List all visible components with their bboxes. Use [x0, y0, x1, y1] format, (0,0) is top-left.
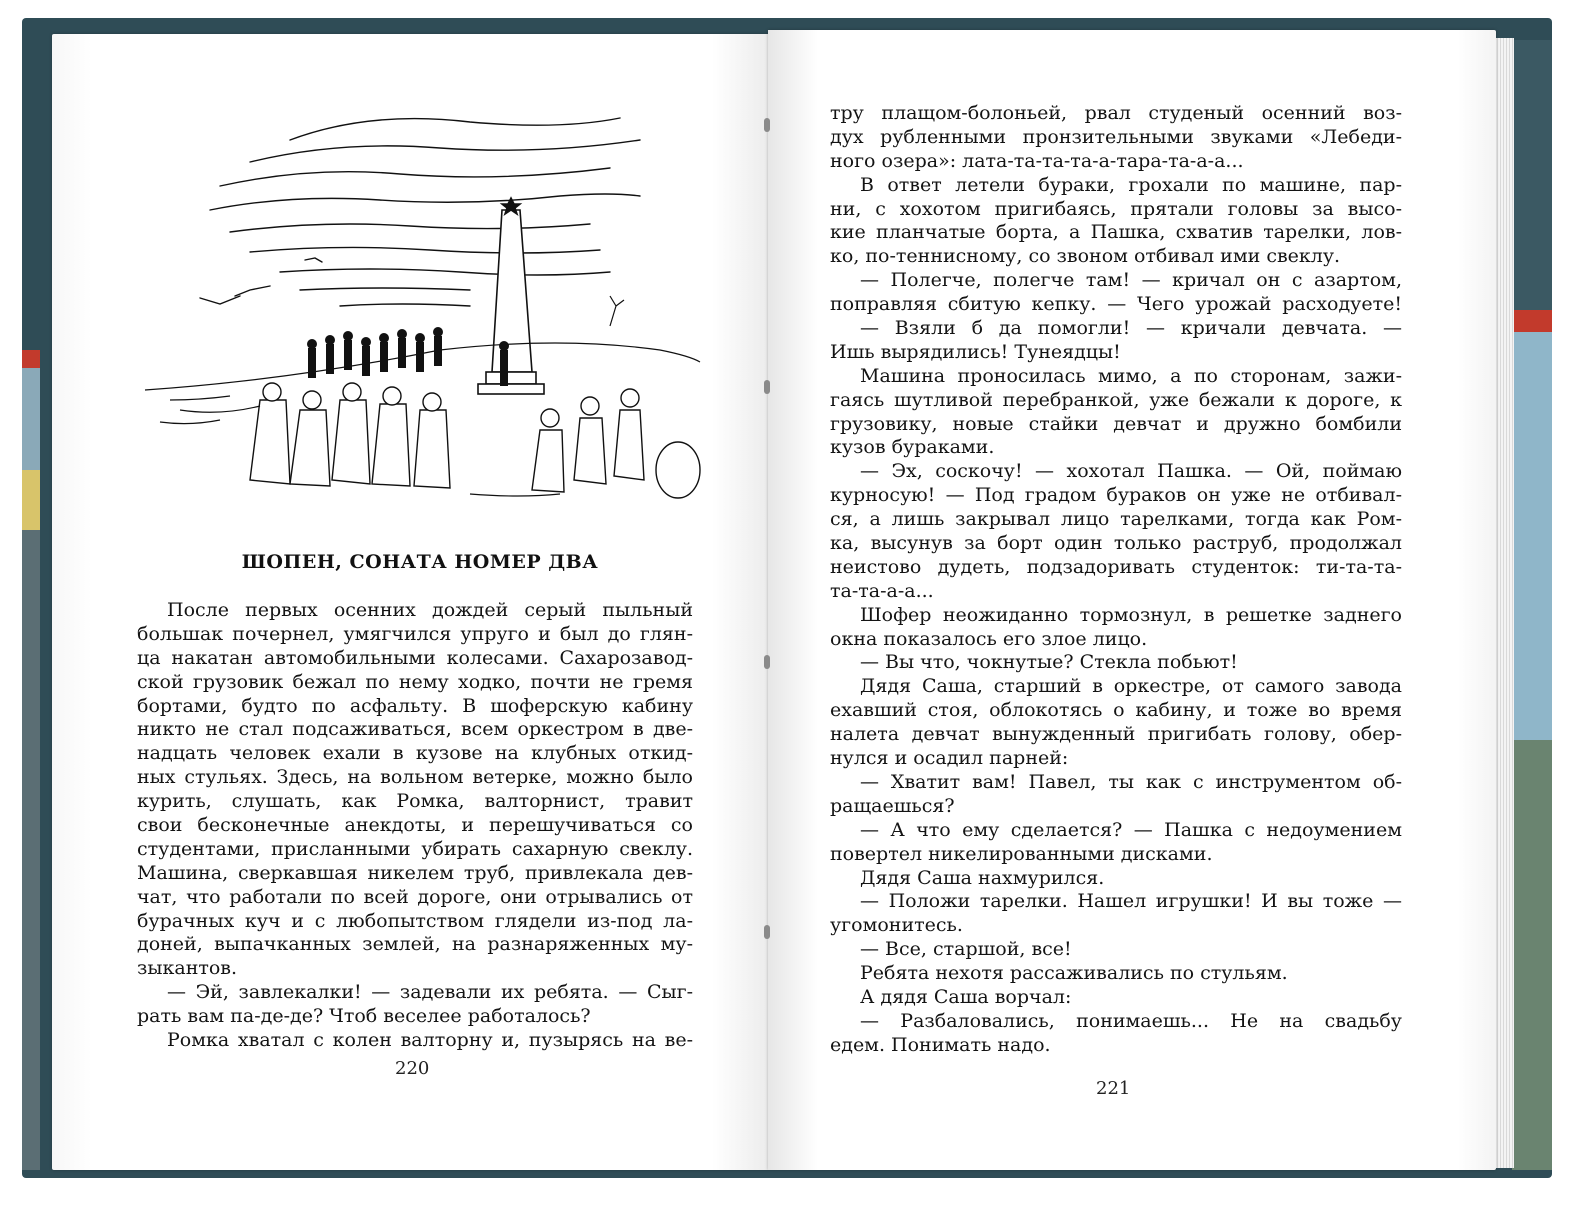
- text-line: зыкантов.: [137, 957, 238, 980]
- text-line: курносую! — Под градом бураков он уже не отбивал-: [830, 484, 1402, 507]
- text-line: — Полегче, полегче там! — кричал он с азартом,: [860, 269, 1402, 292]
- text-line: никто не стал подсаживаться, всем оркестром в две-: [137, 718, 693, 741]
- monument-crowd-orchestra-sketch-icon: [140, 100, 710, 520]
- text-line: окна показалось его злое лицо.: [830, 627, 1148, 650]
- binding-stitch: [764, 118, 770, 132]
- text-line: большак почернел, умягчился упруго и был до глян-: [137, 622, 693, 645]
- text-line: Машина, сверкавшая никелем труб, привлекала дев-: [137, 861, 693, 884]
- text-line: ни, с хохотом пригибаясь, прятали головы за высо-: [830, 197, 1402, 220]
- right-page-text: [830, 102, 1402, 1058]
- text-line: едем. Понимать надо.: [830, 1033, 1051, 1056]
- text-line: та-та-а-а...: [830, 579, 934, 602]
- text-line: чат, что работали по всей дороге, они отрывались от: [137, 885, 693, 908]
- text-line: ской грузовик бежал по нему ходко, почти не гремя: [137, 670, 693, 693]
- text-line: Ромка хватал с колен валторну и, пузырясь на ве-: [167, 1029, 693, 1052]
- text-line: ко, по-теннисному, со звоном отбивал ими свеклу.: [830, 245, 1341, 268]
- text-line: — А что ему сделается? — Пашка с недоумением: [860, 818, 1402, 841]
- text-line: ных стульях. Здесь, на вольном ветерке, можно было: [137, 766, 693, 789]
- text-line: ся, а лишь закрывал лицо тарелками, тогда как Ром-: [830, 508, 1402, 531]
- text-line: Ребята нехотя рассаживались по стульям.: [860, 962, 1288, 985]
- text-line: грузовику, новые стайки девчат и дружно бомбили: [830, 412, 1402, 435]
- text-line: поправляя сбитую кепку. — Чего урожай расходуете!: [830, 293, 1402, 316]
- text-line: бурачных куч и с любопытством глядели из-под ла-: [137, 909, 693, 932]
- text-line: студентами, присланными убирать сахарную свеклу.: [137, 837, 693, 860]
- text-line: налета девчат вынужденный пригибать голову, обер-: [830, 723, 1402, 746]
- text-line: — Взяли б да помогли! — кричали девчата. —: [860, 317, 1402, 340]
- text-line: Шофер неожиданно тормознул, в решетке заднего: [860, 603, 1402, 626]
- text-line: ехавший стоя, облокотясь о кабину, и тоже во время: [830, 699, 1402, 722]
- page-number-right: 221: [1096, 1078, 1131, 1099]
- chapter-title: ШОПЕН, СОНАТА НОМЕР ДВА: [241, 551, 599, 573]
- cover-edge-right: [1512, 40, 1552, 1170]
- text-line: ка, высунув за борт один только раструб, продолжал: [830, 532, 1402, 555]
- text-line: тру плащом-болоньей, рвал студеный осенний воз-: [830, 102, 1402, 124]
- text-line: — Все, старшой, все!: [860, 938, 1072, 961]
- text-line: ращаешься?: [830, 794, 955, 817]
- binding-stitch: [764, 655, 770, 669]
- text-line: В ответ летели бураки, грохали по машине, пар-: [860, 173, 1402, 196]
- text-line: угомонитесь.: [830, 914, 963, 937]
- text-line: — Положи тарелки. Нашел игрушки! И вы тоже —: [860, 890, 1402, 913]
- left-page-text: [137, 599, 693, 1053]
- text-line: — Хватит вам! Павел, ты как с инструментом об-: [860, 770, 1402, 793]
- text-line: неистово дудеть, подзадоривать студенток: ти-та-та-: [830, 555, 1402, 578]
- text-line: кие планчатые борта, а Пашка, схватив тарелки, лов-: [830, 221, 1402, 244]
- text-line: ца накатан автомобильными колесами. Сахарозавод-: [137, 646, 693, 669]
- cover-edge-left: [22, 350, 40, 1170]
- text-line: А дядя Саша ворчал:: [860, 985, 1072, 1008]
- text-line: — Эх, соскочу! — хохотал Пашка. — Ой, поймаю: [860, 460, 1402, 483]
- text-line: — Эй, завлекалки! — задевали их ребята. — Сыг-: [167, 981, 693, 1004]
- text-line: дух рубленными пронзительными звуками «Лебеди-: [830, 125, 1402, 148]
- text-line: надцать человек ехали в кузове на клубных откид-: [137, 742, 693, 765]
- text-line: — Вы что, чокнутые? Стекла побьют!: [860, 651, 1238, 674]
- text-line: Машина проносилась мимо, а по сторонам, зажи-: [860, 364, 1402, 387]
- text-line: нулся и осадил парней:: [830, 747, 1069, 770]
- text-line: курить, слушать, как Ромка, валторнист, травит: [137, 790, 693, 813]
- text-line: Ишь вырядились! Тунеядцы!: [830, 340, 1121, 363]
- text-line: — Разбаловались, понимаешь... Не на свадьбу: [860, 1009, 1402, 1032]
- text-line: повертел никелированными дисками.: [830, 842, 1213, 865]
- text-line: кузов бураками.: [830, 436, 995, 459]
- text-line: После первых осенних дождей серый пыльный: [167, 599, 693, 621]
- text-line: доней, выпачканных землей, на разнаряженных му-: [137, 933, 693, 956]
- binding-stitch: [764, 380, 770, 394]
- text-line: гаясь шутливой перебранкой, уже бежали к дороге, к: [830, 388, 1402, 411]
- text-line: рать вам па-де-де? Чтоб веселее работалось?: [137, 1005, 591, 1028]
- text-line: свои бесконечные анекдоты, и перешучиваться со: [137, 814, 693, 837]
- text-line: Дядя Саша нахмурился.: [860, 866, 1105, 889]
- page-number-left: 220: [395, 1058, 430, 1079]
- text-line: ного озера»: лата-та-та-та-а-тара-та-а-а...: [830, 149, 1244, 172]
- text-line: бортами, будто по асфальту. В шоферскую кабину: [137, 694, 693, 717]
- binding-stitch: [764, 925, 770, 939]
- text-line: Дядя Саша, старший в оркестре, от самого завода: [860, 675, 1402, 698]
